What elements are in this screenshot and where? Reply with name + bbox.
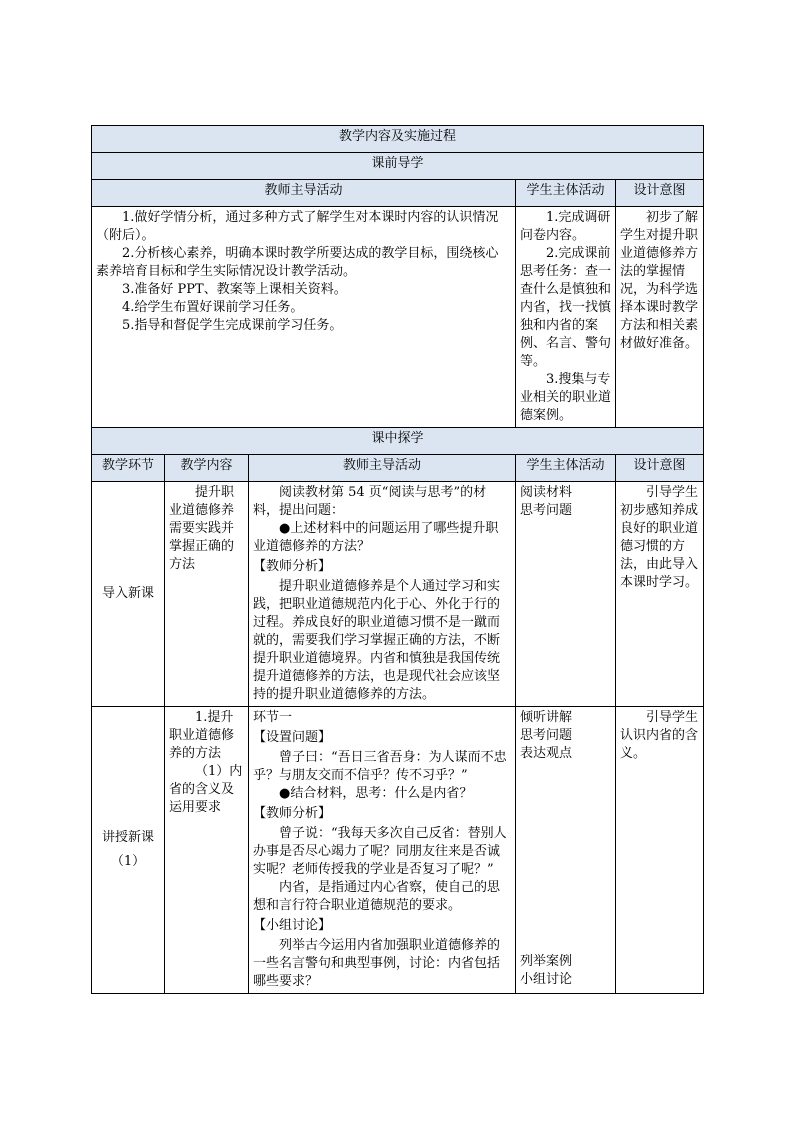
header-design-intent: 设计意图 [616, 455, 704, 482]
pre-teacher-item: 5.指导和督促学生完成课前学习任务。 [122, 318, 343, 333]
student-activity-item: 思考问题 [520, 728, 573, 743]
stage-intro: 导入新课 [92, 482, 165, 707]
teacher-new-lesson [249, 707, 516, 994]
design-intro [616, 482, 704, 707]
pre-teacher-cell [92, 207, 516, 428]
design-new-lesson [616, 707, 704, 994]
header-stage: 教学环节 [92, 455, 165, 482]
design-intro-text: 引导学生初步感知养成良好的职业道德习惯的方法，由此导入本课时学习。 [620, 485, 699, 590]
pre-class-row [92, 207, 704, 428]
design-new-lesson-text: 引导学生认识内省的含义。 [620, 710, 699, 761]
header-student-activity: 学生主体活动 [516, 455, 616, 482]
student-new-lesson [516, 707, 616, 994]
lesson-plan-table [91, 125, 704, 994]
student-intro-item: 思考问题 [520, 503, 573, 518]
teacher-intro [249, 482, 516, 707]
header-teacher: 教师主导活动 [92, 180, 516, 207]
title-row [92, 126, 704, 153]
stage-new-lesson-number: （1） [110, 854, 146, 869]
student-activity-item: 倾听讲解 [520, 710, 573, 725]
pre-teacher-item: 3.准备好 PPT、教案等上课相关资料。 [122, 282, 347, 297]
header-student: 学生主体活动 [516, 180, 616, 207]
pre-student-item: 2.完成课前思考任务：查一查什么是慎独和内省，找一找慎独和内省的案例、名言、警句等。 [520, 246, 612, 369]
row-intro [92, 482, 704, 707]
content-new-lesson [165, 707, 249, 994]
in-class-title: 课中探学 [92, 428, 704, 455]
student-intro [516, 482, 616, 707]
student-activity-item: 表达观点 [520, 746, 573, 761]
pre-design-text: 初步了解学生对提升职业道德修养方法的掌握情况，为科学选择本课时教学方法和相关素材做好准备。 [620, 210, 699, 351]
in-class-header [92, 455, 704, 482]
row-new-lesson [92, 707, 704, 994]
pre-student-item: 3.搜集与专业相关的职业道德案例。 [520, 372, 612, 423]
content-method-title: 1.提升职业道德修养的方法 [169, 710, 235, 761]
teacher-analysis-text: 提升职业道德修养是个人通过学习和实践，把职业道德规范内化于心、外化于行的过程。养成良好的职业道德习惯不是一蹴而就的，需要我们学习掌握正确的方法，不断提升职业道德境界。内省和慎独是我国传统提升道德修养的方法，也是现代社会应该坚持的提升职业道德修养的方法。 [253, 579, 501, 702]
teacher-analysis-tag-2: 【教师分析】 [253, 806, 332, 821]
pre-teacher-item: 4.给学生布置好课前学习任务。 [122, 300, 304, 315]
content-introspection: （1）内省的含义及运用要求 [169, 764, 243, 815]
introspection-question: ●结合材料，思考：什么是内省？ [279, 786, 473, 801]
header-teacher-activity: 教师主导活动 [249, 455, 516, 482]
content-intro-text: 提升职业道德修养需要实践并掌握正确的方法 [169, 485, 235, 572]
stage-new-lesson [92, 707, 165, 994]
student-intro-item: 阅读材料 [520, 485, 573, 500]
stage-new-lesson-label: 讲授新课 [101, 830, 154, 845]
student-activity-item: 列举案例 [520, 954, 573, 969]
teacher-analysis-tag: 【教师分析】 [253, 559, 332, 574]
header-content: 教学内容 [165, 455, 249, 482]
pre-class-header [92, 180, 704, 207]
table-title: 教学内容及实施过程 [92, 126, 704, 153]
question-tag: 【设置问题】 [253, 730, 332, 745]
group-discussion-text: 列举古今运用内省加强职业道德修养的一些名言警句和典型事例，讨论：内省包括哪些要求？ [253, 938, 501, 989]
pre-student-cell [516, 207, 616, 428]
header-design: 设计意图 [616, 180, 704, 207]
pre-design-cell [616, 207, 704, 428]
pre-class-title: 课前导学 [92, 153, 704, 180]
pre-teacher-item: 1.做好学情分析，通过多种方式了解学生对本课时内容的认识情况（附后）。 [96, 210, 499, 243]
group-discussion-tag: 【小组讨论】 [253, 918, 332, 933]
student-activity-item: 小组讨论 [520, 972, 573, 987]
teacher-intro-text: 阅读教材第 54 页“阅读与思考”的材料，提出问题： [253, 485, 487, 518]
in-class-band [92, 428, 704, 455]
pre-student-item: 1.完成调研问卷内容。 [520, 210, 611, 243]
introspection-definition: 内省，是指通过内心省察，使自己的思想和言行符合职业道德规范的要求。 [253, 880, 501, 913]
content-intro [165, 482, 249, 707]
teacher-intro-question: ●上述材料中的问题运用了哪些提升职业道德修养的方法？ [253, 521, 499, 554]
section-label: 环节一 [253, 710, 293, 725]
quote-translation: 曾子说：“我每天多次自己反省：替别人办事是否尽心竭力了呢？同朋友往来是否诚实呢？老师传授我的学业是否复习了呢？” [253, 826, 507, 877]
zengzi-quote: 曾子曰：“吾日三省吾身：为人谋而不忠乎？与朋友交而不信乎？传不习乎？” [253, 750, 507, 783]
pre-class-band [92, 153, 704, 180]
pre-teacher-item: 2.分析核心素养，明确本课时教学所要达成的教学目标，围绕核心素养培育目标和学生实际情况设计教学活动。 [96, 246, 499, 279]
